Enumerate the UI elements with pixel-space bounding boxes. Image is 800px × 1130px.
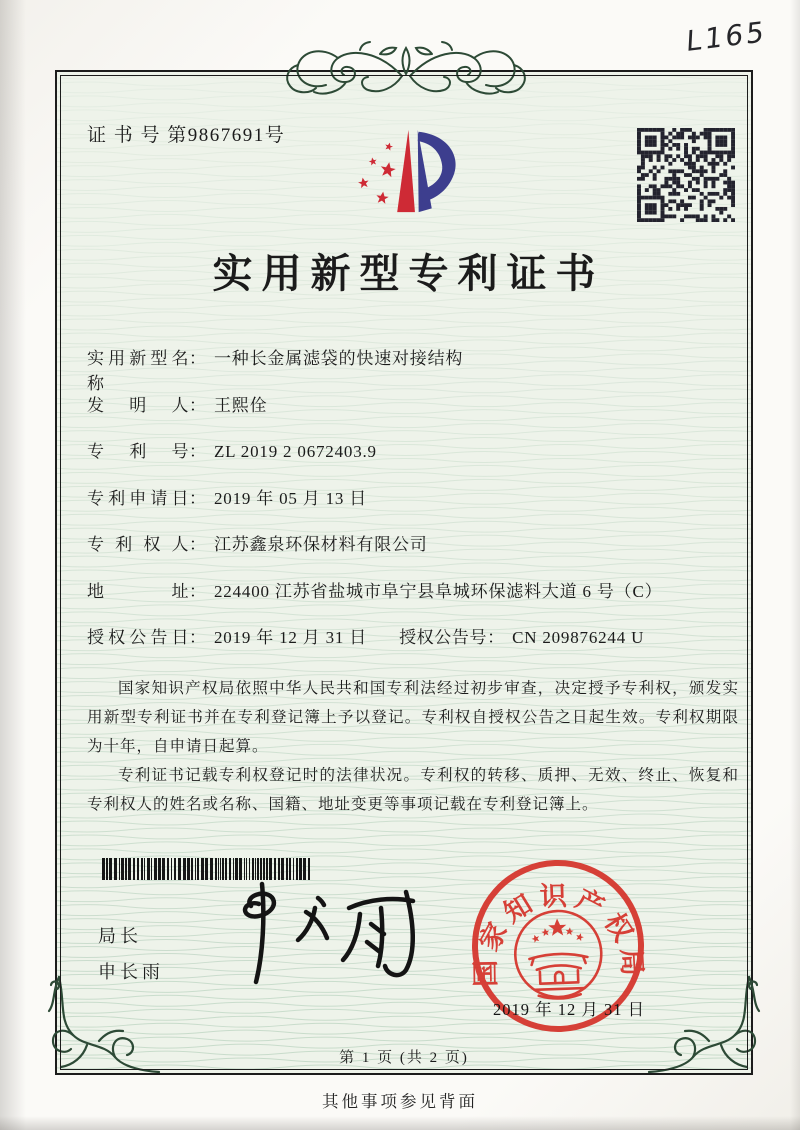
- field-value: 一种长金属滤袋的快速对接结构: [214, 349, 464, 368]
- scan-shadow-left: [0, 0, 26, 1130]
- colon: ：: [189, 349, 206, 368]
- autograph-signature: [215, 876, 437, 996]
- certificate-number: 证 书 号 第9867691号: [87, 125, 286, 146]
- colon: ：: [189, 535, 206, 554]
- china-national-emblem-icon: [514, 910, 603, 1000]
- qr-code-icon: [637, 128, 735, 222]
- field-row-grant: [87, 623, 737, 670]
- legal-text: [87, 674, 739, 819]
- back-side-note: 其他事项参见背面: [322, 1092, 478, 1111]
- colon: ：: [189, 581, 206, 601]
- patent-fields: [87, 344, 737, 670]
- seal-text: 国家知识产权局: [470, 880, 648, 988]
- field-label: 授权公告号: [399, 628, 488, 647]
- signer-name: 申长雨: [98, 962, 164, 982]
- page-number: 第 1 页 (共 2 页): [339, 1050, 469, 1066]
- field-value: CN 209876244 U: [512, 628, 645, 647]
- field-label: 发明人: [87, 395, 189, 415]
- scan-shadow-bottom: [0, 1116, 800, 1130]
- field-label: 地址: [87, 581, 189, 601]
- certificate-title: 实用新型专利证书: [212, 251, 605, 296]
- legal-paragraph-1: 国家知识产权局依照中华人民共和国专利法经过初步审查，决定授予专利权，颁发实用新型专利证书并在专利登记簿上予以登记。专利权自授权公告之日起生效。专利权期限为十年，自申请日起算。: [87, 680, 739, 755]
- certificate-border-frame: [55, 70, 753, 1075]
- field-value: 2019 年 05 月 13 日: [214, 488, 368, 508]
- handwritten-note: L165: [685, 14, 768, 59]
- field-value: 224400 江苏省盐城市阜宁县阜城环保滤料大道 6 号（C）: [214, 581, 663, 601]
- scan-shadow-right: [790, 0, 800, 1130]
- field-label: 专利权人: [87, 535, 189, 554]
- field-pair-grant-no: [399, 623, 644, 648]
- field-value: 2019 年 12 月 31 日: [214, 628, 368, 647]
- legal-paragraph-2: 专利证书记载专利权登记时的法律状况。专利权的转移、质押、无效、终止、恢复和专利权人的姓名或名称、国籍、地址变更等事项记载在专利登记簿上。: [87, 767, 739, 813]
- field-row-inventor: [87, 391, 737, 438]
- colon: ：: [487, 628, 505, 647]
- seal-date: 2019 年 12 月 31 日: [493, 1000, 646, 1019]
- field-value: ZL 2019 2 0672403.9: [214, 442, 377, 461]
- field-row-patent-no: [87, 437, 737, 484]
- colon: ：: [189, 488, 206, 508]
- field-value: 江苏鑫泉环保材料有限公司: [214, 535, 428, 554]
- field-label: 实用新型名称: [87, 349, 189, 393]
- field-row-name: [87, 344, 737, 391]
- colon: ：: [189, 395, 206, 415]
- field-row-filing-date: [87, 484, 737, 531]
- cnipa-logo-icon: [344, 112, 484, 230]
- field-value: 王熙佺: [214, 395, 268, 415]
- field-label: 授权公告日: [87, 628, 189, 647]
- certificate-content: [57, 72, 751, 1073]
- field-row-address: [87, 577, 737, 624]
- signer-title: 局长: [98, 926, 142, 946]
- field-row-patentee: [87, 530, 737, 577]
- colon: ：: [189, 628, 206, 647]
- field-label: 专利申请日: [87, 488, 189, 508]
- colon: ：: [189, 442, 206, 461]
- field-label: 专利号: [87, 442, 189, 461]
